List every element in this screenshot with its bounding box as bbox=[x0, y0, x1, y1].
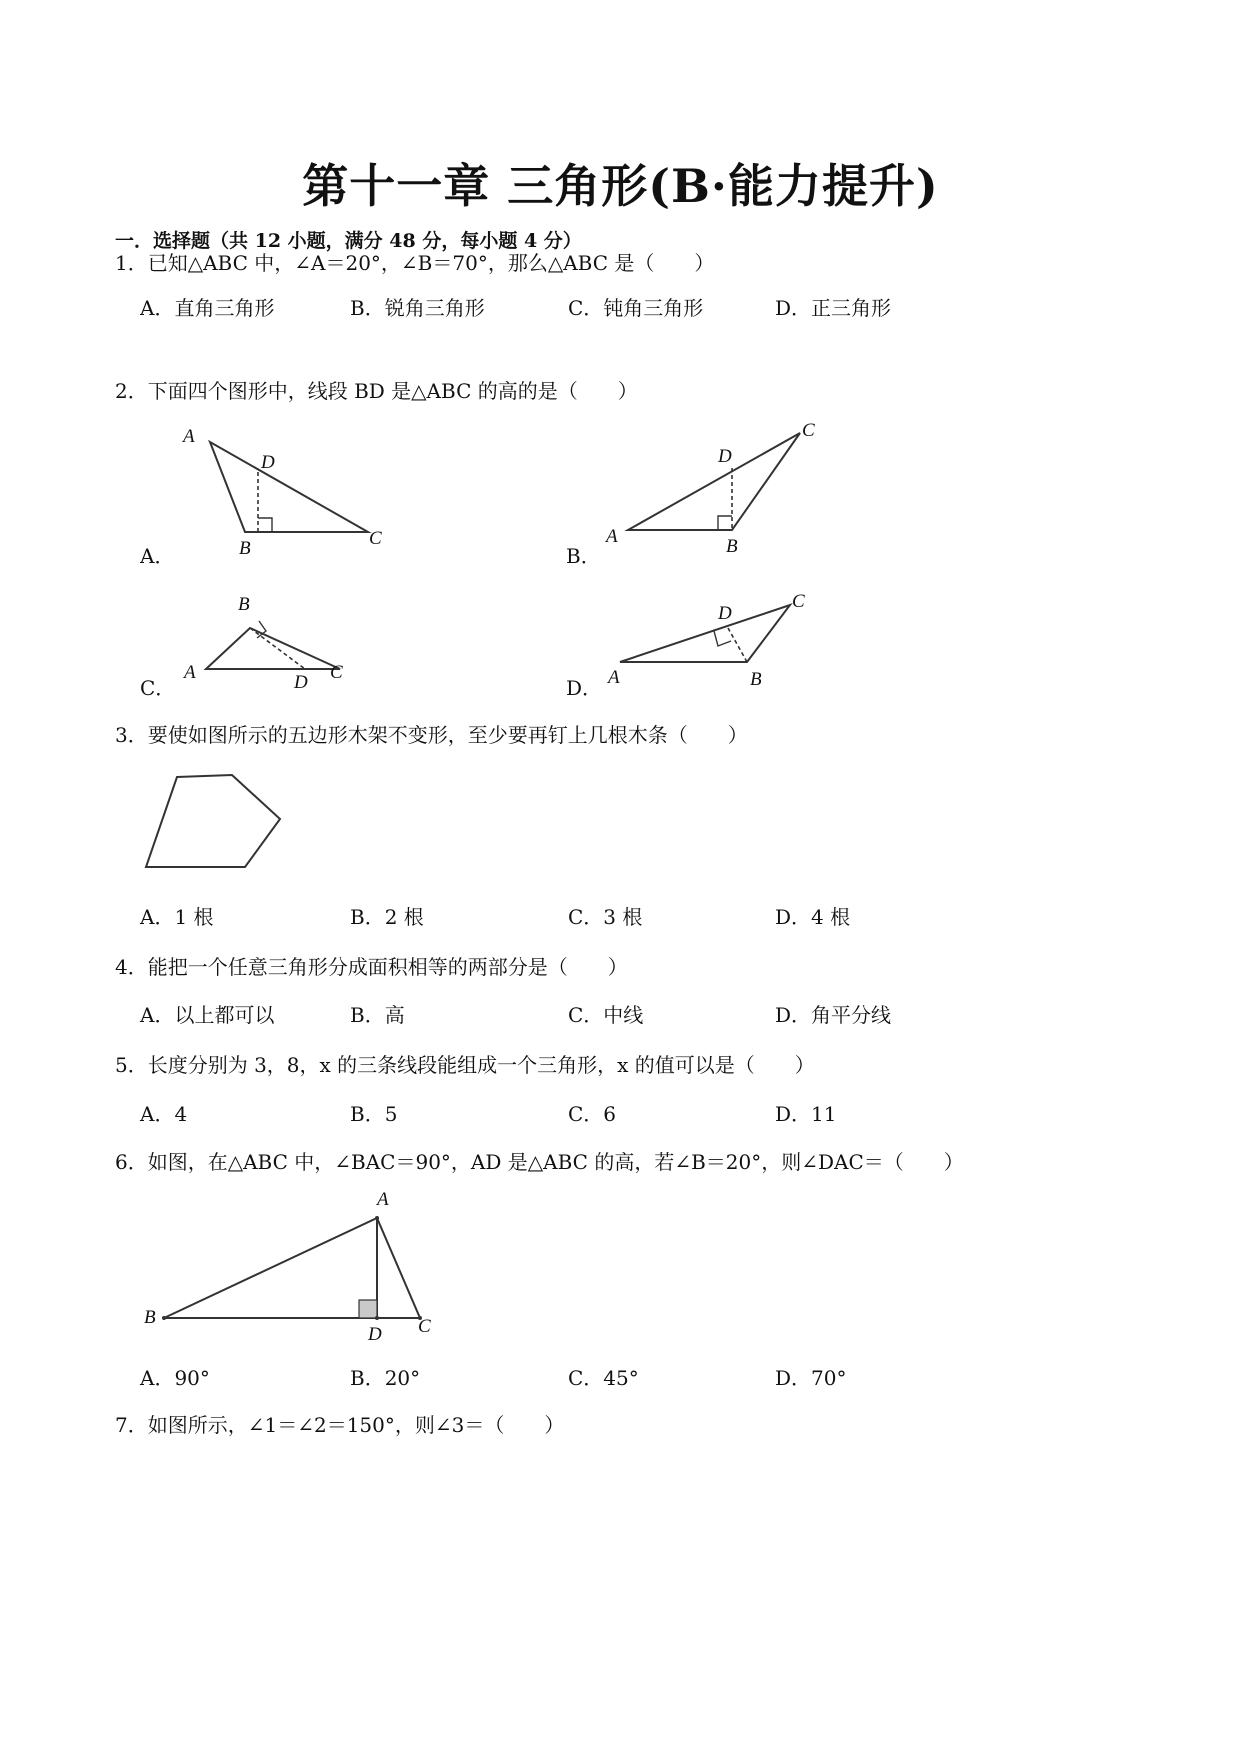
q2d-label-3: A bbox=[608, 667, 620, 688]
q4-option-a[interactable]: A．以上都可以 bbox=[140, 1003, 275, 1027]
section-heading: 一．选择题（共 12 小题，满分 48 分，每小题 4 分） bbox=[115, 230, 582, 252]
q5-option-d[interactable]: D．11 bbox=[775, 1102, 837, 1126]
question-6-stem: 6．如图，在△ABC 中，∠BAC＝90°，AD 是△ABC 的高，若∠B＝20°，则∠DAC＝（ ） bbox=[115, 1150, 964, 1174]
q2d-label-2: C bbox=[792, 591, 805, 612]
q2-figure-c bbox=[180, 592, 360, 690]
q2a-label-2: D bbox=[261, 452, 275, 473]
question-4-stem: 4．能把一个任意三角形分成面积相等的两部分是（ ） bbox=[115, 955, 628, 979]
q4-option-c[interactable]: C．中线 bbox=[568, 1003, 644, 1027]
q2c-label-1: B bbox=[238, 594, 250, 615]
q2-figure-b bbox=[600, 418, 830, 560]
q6-option-b[interactable]: B．20° bbox=[350, 1366, 421, 1390]
q2-figure-a bbox=[175, 420, 405, 560]
q6-label-b: B bbox=[144, 1307, 156, 1328]
q2b-label-1: C bbox=[802, 420, 815, 441]
q2-option-b[interactable]: B． bbox=[566, 544, 601, 568]
q1-option-c[interactable]: C．钝角三角形 bbox=[568, 296, 704, 320]
q6-label-d: D bbox=[368, 1324, 382, 1340]
q3-option-d[interactable]: D．4 根 bbox=[775, 905, 851, 929]
q2c-label-3: D bbox=[294, 672, 308, 690]
q3-option-c[interactable]: C．3 根 bbox=[568, 905, 643, 929]
q2b-label-2: D bbox=[718, 446, 732, 467]
q6-option-a[interactable]: A．90° bbox=[140, 1366, 210, 1390]
q2c-label-2: A bbox=[184, 662, 196, 683]
q4-option-d[interactable]: D．角平分线 bbox=[775, 1003, 892, 1027]
q4-option-b[interactable]: B．高 bbox=[350, 1003, 405, 1027]
q6-label-c: C bbox=[418, 1316, 431, 1337]
page-title: 第十一章 三角形(B·能力提升) bbox=[302, 159, 939, 213]
q6-label-a: A bbox=[377, 1189, 389, 1210]
q2d-label-4: B bbox=[750, 669, 762, 690]
q2c-label-4: C bbox=[330, 662, 343, 683]
q2-figure-d bbox=[600, 585, 830, 690]
q2d-label-1: D bbox=[718, 603, 732, 624]
question-5-stem: 5．长度分别为 3，8，x 的三条线段能组成一个三角形，x 的值可以是（ ） bbox=[115, 1053, 815, 1077]
q2b-label-3: A bbox=[606, 526, 618, 547]
question-3-stem: 3．要使如图所示的五边形木架不变形，至少要再钉上几根木条（ ） bbox=[115, 723, 748, 747]
q5-option-c[interactable]: C．6 bbox=[568, 1102, 617, 1126]
question-2-stem: 2．下面四个图形中，线段 BD 是△ABC 的高的是（ ） bbox=[115, 379, 638, 403]
q6-option-c[interactable]: C．45° bbox=[568, 1366, 639, 1390]
q3-option-b[interactable]: B．2 根 bbox=[350, 905, 424, 929]
q3-pentagon-figure bbox=[140, 770, 290, 880]
q2a-label-4: C bbox=[369, 528, 382, 549]
q3-option-a[interactable]: A．1 根 bbox=[140, 905, 214, 929]
q6-option-d[interactable]: D．70° bbox=[775, 1366, 847, 1390]
q5-option-b[interactable]: B．5 bbox=[350, 1102, 398, 1126]
question-1-stem: 1．已知△ABC 中，∠A＝20°，∠B＝70°，那么△ABC 是（ ） bbox=[115, 251, 715, 275]
q1-option-a[interactable]: A．直角三角形 bbox=[140, 296, 275, 320]
q1-option-b[interactable]: B．锐角三角形 bbox=[350, 296, 485, 320]
q2a-label-1: A bbox=[183, 426, 195, 447]
q1-option-d[interactable]: D．正三角形 bbox=[775, 296, 892, 320]
q2-option-c[interactable]: C． bbox=[140, 676, 176, 700]
q2-option-d[interactable]: D． bbox=[566, 676, 603, 700]
q2a-label-3: B bbox=[239, 538, 251, 559]
question-7-stem: 7．如图所示，∠1＝∠2＝150°，则∠3＝（ ） bbox=[115, 1413, 565, 1437]
q2-option-a[interactable]: A． bbox=[140, 544, 175, 568]
q5-option-a[interactable]: A．4 bbox=[140, 1102, 188, 1126]
q6-triangle-figure bbox=[140, 1185, 440, 1340]
q2b-label-4: B bbox=[726, 536, 738, 557]
